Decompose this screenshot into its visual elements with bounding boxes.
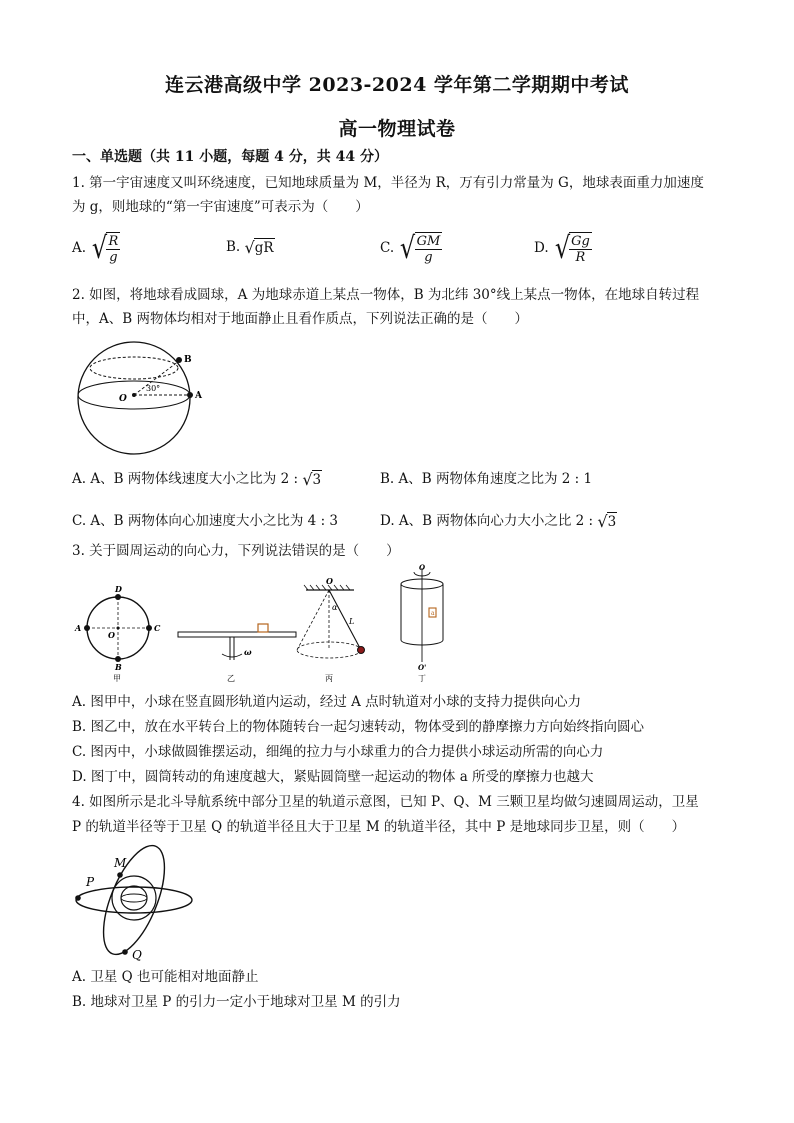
earth-equator bbox=[121, 894, 147, 902]
q4-option-a: A. 卫星 Q 也可能相对地面静止 bbox=[72, 969, 259, 985]
rotation-arrow bbox=[222, 654, 242, 657]
label-a: A bbox=[75, 623, 82, 633]
label-o2: O bbox=[326, 576, 333, 586]
q3-option-a: A. 图甲中，小球在竖直圆形轨道内运动，经过 A 点时轨道对小球的支持力提供向心力 bbox=[72, 694, 582, 710]
orbit-p-equatorial bbox=[76, 887, 192, 913]
q3-option-c: C. 图丙中，小球做圆锥摆运动，细绳的拉力与小球重力的合力提供小球运动所需的向心力 bbox=[72, 744, 604, 760]
label-jia: 甲 bbox=[113, 674, 121, 683]
q2-option-d bbox=[380, 512, 617, 531]
sqrt-expression: √ gR bbox=[244, 237, 274, 257]
section-heading: 一、单选题（共 11 小题，每题 4 分，共 44 分） bbox=[72, 149, 388, 165]
center-dot bbox=[117, 627, 120, 630]
center-point bbox=[132, 393, 136, 397]
block-on-turntable bbox=[258, 624, 268, 632]
option-label: B. bbox=[226, 239, 241, 255]
q4-stem-line1: 4. 如图所示是北斗导航系统中部分卫星的轨道示意图，已知 P、Q、M 三颗卫星均做匀速圆周运动，卫星 bbox=[72, 794, 699, 810]
q1-stem-line2: 为 g，则地球的“第一宇宙速度”可表示为（ ） bbox=[72, 199, 369, 215]
satellite-m bbox=[117, 872, 123, 878]
figure-bing bbox=[297, 576, 365, 683]
fraction-denominator: R bbox=[575, 250, 586, 265]
option-label: C. bbox=[380, 240, 395, 256]
option-text: A. A、B 两物体线速度大小之比为 2 : bbox=[72, 471, 303, 487]
label-small-a: a bbox=[431, 610, 435, 617]
sqrt-expression: √ $\frac{Gg}{R}$ bbox=[554, 230, 590, 266]
q2-option-b: B. A、B 两物体角速度之比为 2 : 1 bbox=[380, 471, 593, 487]
label-alpha: α bbox=[332, 603, 338, 612]
exam-subtitle: 高一物理试卷 bbox=[338, 118, 456, 140]
option-label: D. bbox=[534, 240, 549, 256]
label-d: D bbox=[115, 584, 122, 594]
sqrt-expression: √ 3 bbox=[597, 511, 617, 531]
q2-stem-line1: 2. 如图，将地球看成圆球，A 为地球赤道上某点一物体，B 为北纬 30°线上某点一物体，在地球自转过程 bbox=[72, 287, 700, 303]
earth-outline bbox=[78, 342, 190, 454]
point-a-dot bbox=[187, 392, 193, 398]
radicand: 3 bbox=[607, 514, 617, 530]
string-l bbox=[329, 590, 361, 650]
label-omega: ω bbox=[244, 647, 252, 657]
q3-option-b: B. 图乙中，放在水平转台上的物体随转台一起匀速转动，物体受到的静摩擦力方向始终指向圆心 bbox=[72, 719, 645, 735]
point-b-dot bbox=[176, 357, 182, 363]
q4-stem-line2: P 的轨道半径等于卫星 Q 的轨道半径且大于卫星 M 的轨道半径，其中 P 是地球同步卫星，则（ ） bbox=[72, 819, 686, 835]
fraction-denominator: g bbox=[424, 250, 433, 265]
fraction-numerator: Gg bbox=[571, 234, 590, 249]
label-ding: 丁 bbox=[418, 674, 426, 683]
q1-option-b bbox=[226, 238, 275, 257]
ball-c bbox=[146, 625, 152, 631]
option-label: A. bbox=[72, 240, 87, 256]
q1-option-c bbox=[380, 232, 442, 265]
radicand: 3 bbox=[312, 472, 322, 488]
figure-jia bbox=[74, 584, 161, 683]
label-o4: O' bbox=[418, 663, 427, 672]
sqrt-expression: √ 3 bbox=[302, 469, 322, 489]
satellite-orbit-diagram bbox=[72, 840, 212, 962]
q2-option-a bbox=[72, 470, 322, 489]
q3-stem-line1: 3. 关于圆周运动的向心力，下列说法错误的是（ ） bbox=[72, 543, 400, 559]
turntable bbox=[178, 632, 296, 637]
cone-left bbox=[297, 590, 329, 650]
earth bbox=[121, 886, 147, 910]
q1-option-d bbox=[534, 232, 592, 265]
q2-stem-line2: 中，A、B 两物体均相对于地面静止且看作质点，下列说法正确的是（ ） bbox=[72, 311, 528, 327]
orbit-q-inclined bbox=[91, 840, 177, 962]
fraction-numerator: GM bbox=[416, 234, 441, 249]
label-q: Q bbox=[132, 948, 142, 962]
circular-motion-figures bbox=[70, 562, 450, 684]
q2-option-c: C. A、B 两物体向心加速度大小之比为 4 : 3 bbox=[72, 513, 338, 529]
q4-option-b: B. 地球对卫星 P 的引力一定小于地球对卫星 M 的引力 bbox=[72, 994, 401, 1010]
label-o: O bbox=[108, 630, 115, 640]
pendulum-ball bbox=[358, 647, 365, 654]
option-text: D. A、B 两物体向心力大小之比 2 : bbox=[380, 513, 598, 529]
label-yi: 乙 bbox=[227, 674, 235, 683]
label-b: B bbox=[184, 355, 192, 365]
q3-option-d: D. 图丁中，圆筒转动的角速度越大，紧贴圆筒壁一起运动的物体 a 所受的摩擦力也越大 bbox=[72, 769, 594, 785]
fraction-denominator: g bbox=[109, 250, 118, 265]
label-o: O bbox=[119, 394, 127, 404]
ball-a bbox=[84, 625, 90, 631]
label-m: M bbox=[114, 856, 127, 870]
ball-d bbox=[115, 594, 121, 600]
satellite-p bbox=[75, 895, 81, 901]
figure-ding bbox=[401, 563, 443, 683]
label-angle: 30° bbox=[146, 384, 161, 393]
label-p: P bbox=[86, 875, 95, 889]
satellite-q bbox=[122, 949, 128, 955]
label-o3: O bbox=[419, 563, 426, 572]
sqrt-expression: √ $\frac{R}{g}$ bbox=[92, 230, 119, 266]
earth-diagram bbox=[70, 340, 210, 458]
label-l: L bbox=[349, 617, 355, 626]
sqrt-expression: √ $\frac{GM}{g}$ bbox=[400, 230, 441, 266]
exam-title: 连云港高级中学 2023-2024 学年第二学期期中考试 bbox=[165, 74, 629, 96]
label-c: C bbox=[154, 623, 161, 633]
label-a: A bbox=[195, 391, 202, 401]
q1-stem-line1: 1. 第一宇宙速度又叫环绕速度，已知地球质量为 M，半径为 R，万有引力常量为 G，地球表面重力加速度 bbox=[72, 175, 704, 191]
radicand: gR bbox=[254, 240, 274, 256]
fraction-numerator: R bbox=[108, 234, 119, 249]
figure-yi bbox=[178, 624, 296, 683]
label-b: B bbox=[115, 662, 122, 672]
label-bing: 丙 bbox=[325, 674, 333, 683]
latitude-30-ellipse bbox=[90, 357, 178, 379]
q1-option-a bbox=[72, 232, 120, 265]
